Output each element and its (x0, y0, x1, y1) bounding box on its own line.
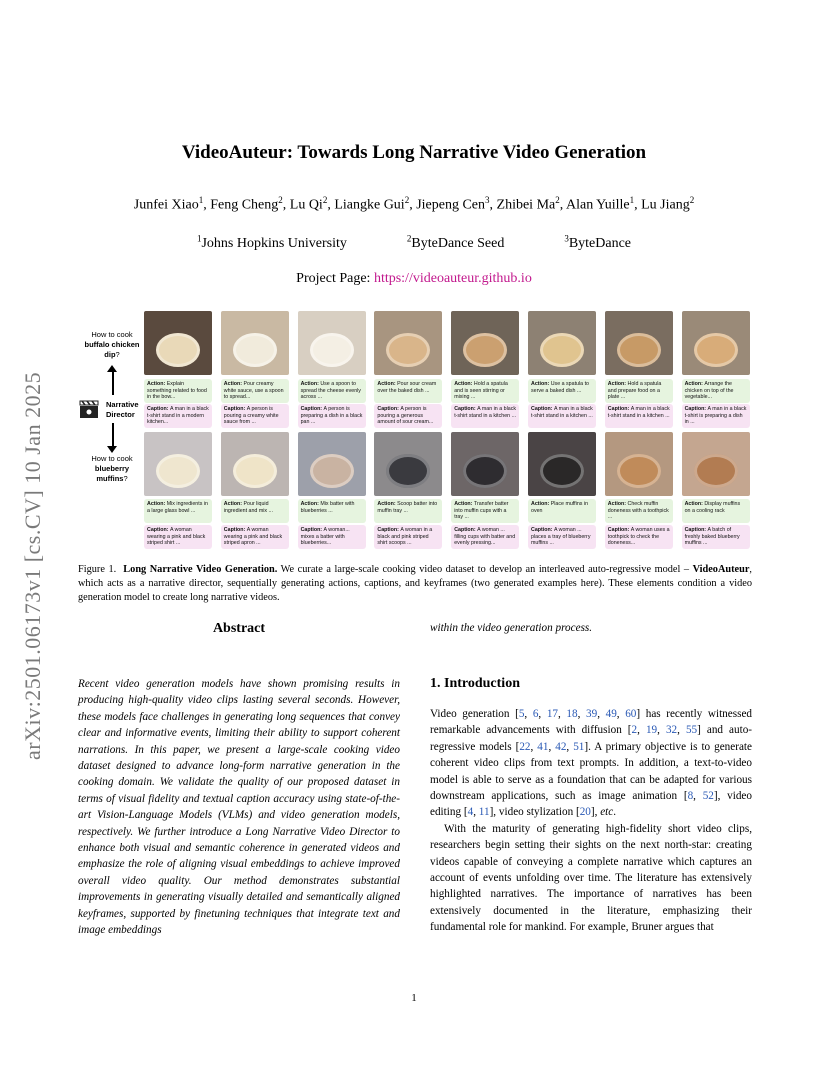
keyframe-image (528, 432, 596, 496)
caption-box: Caption: A woman uses a toothpick to check the doneness... (605, 525, 673, 549)
citation-link[interactable]: 49 (605, 708, 617, 720)
figure-column (528, 308, 596, 553)
caption-box: Caption: A woman ... places a tray of blueberry muffins ... (528, 525, 596, 549)
top-query: How to cook buffalo chicken dip? (84, 330, 140, 359)
action-box: Action: Hold a spatula and prepare food on a plate ... (605, 379, 673, 403)
figure-columns (144, 308, 750, 553)
action-box: Action: Pour creamy white sauce, use a spoon to spread... (221, 379, 289, 403)
author-name: Jiepeng Cen (416, 197, 486, 213)
author-name: Feng Cheng (210, 197, 279, 213)
author-name: Junfei Xiao (133, 197, 199, 213)
action-box: Action: Mix ingredients in a large glass bowl ... (144, 499, 212, 523)
figure-column (298, 308, 366, 553)
arxiv-identifier: arXiv:2501.06173v1 [cs.CV] 10 Jan 2025 (20, 371, 45, 760)
keyframe-image (374, 311, 442, 375)
affiliation: $^2$ByteDance Seed (406, 233, 505, 251)
project-page (0, 271, 828, 287)
arrow-line-top (112, 371, 114, 395)
action-box: Action: Transfer batter into muffin cups with a tray ... (451, 499, 519, 523)
citation-link[interactable]: 18 (566, 708, 578, 720)
action-box: Action: Place muffins in oven (528, 499, 596, 523)
citation-link[interactable]: 42 (555, 740, 567, 753)
author-name: Lu Qi (289, 197, 323, 213)
paper-title: VideoAuteur: Towards Long Narrative Video Generation (181, 142, 647, 163)
action-box: Action: Arrange the chicken on top of the vegetable... (682, 379, 750, 403)
citation-link[interactable]: 4 (467, 806, 474, 819)
action-box: Action: Pour sour cream over the baked dish ... (374, 379, 442, 403)
affiliation: $^3$ByteDance (564, 233, 632, 251)
affiliation: $^1$Johns Hopkins University (196, 233, 347, 251)
introduction-text (430, 706, 752, 936)
caption-box: Caption: A woman wearing a pink and black striped apron ... (221, 525, 289, 549)
keyframe-image (374, 432, 442, 496)
keyframe-image (221, 432, 289, 496)
figure-column (374, 308, 442, 553)
page-number: 1 (411, 992, 417, 1004)
citation-link[interactable]: 6 (532, 708, 539, 720)
figure-column (451, 308, 519, 553)
citation-link[interactable]: 60 (625, 708, 637, 720)
citation-link[interactable]: 32 (665, 724, 678, 737)
introduction-heading: 1. Introduction (430, 676, 520, 691)
citation-link[interactable]: 5 (518, 708, 525, 720)
action-box: Action: Pour liquid ingredient and mix ... (221, 499, 289, 523)
keyframe-image (605, 432, 673, 496)
keyframe-image (528, 311, 596, 375)
keyframe-image (451, 311, 519, 375)
keyframe-image (144, 311, 212, 375)
caption-box: Caption: A man in a black t-shirt stand in a kitchen ... (451, 404, 519, 428)
citation-link[interactable]: 11 (478, 806, 490, 819)
author-list: Junfei Xiao$^1$, Feng Cheng$^2$, Lu Qi$^2$, Liangke Gui$^2$, Jiepeng Cen$^3$, Zhibei Ma$^2$, Alan Yuille$^1$, Lu Jiang$^2$ (133, 195, 695, 213)
keyframe-image (298, 311, 366, 375)
citation-link[interactable]: 55 (685, 724, 698, 737)
author-affiliation-mark: 2 (322, 195, 328, 205)
keyframe-image (144, 432, 212, 496)
figure-column (144, 308, 212, 553)
keyframe-image (451, 432, 519, 496)
citation-link[interactable]: 20 (579, 806, 591, 819)
keyframe-image (605, 311, 673, 375)
intro-paragraph-1: Video generation [5, 6, 17, 18, 39, 49, 60] has recently witnessed remarkable advancements with diffusion [2, 19, 32, 55] and auto-regressive models [22, 41, 42, 51]. A primary objective is to generate coherent video clips from text prompts. In addition, a text-to-video model is able to serve as a foundation that can be adapted for various downstream applications, such as image animation [8, 52], video editing [4, 11], video stylization [20], etc. (430, 708, 753, 819)
figure-column (221, 308, 289, 553)
author-name: Lu Jiang (641, 197, 690, 213)
citation-link[interactable]: 51 (573, 740, 585, 753)
keyframe-image (682, 311, 750, 375)
citation-link[interactable]: 19 (645, 724, 658, 737)
affiliations (0, 233, 828, 252)
arrow-down-icon (107, 446, 117, 453)
caption-box: Caption: A person is pouring a creamy white sauce from ... (221, 404, 289, 428)
author-affiliation-mark: 1 (629, 195, 635, 205)
action-box: Action: Hold a spatula and is seen stirring or mixing ... (451, 379, 519, 403)
caption-box: Caption: A woman ... filling cups with batter and evenly pressing... (451, 525, 519, 549)
project-link[interactable]: https://videoauteur.github.io (373, 271, 532, 286)
caption-box: Caption: A woman in a black and pink striped shirt scoops ... (374, 525, 442, 549)
author-affiliation-mark: 3 (485, 195, 490, 205)
action-box: Action: Check muffin doneness with a toothpick ... (605, 499, 673, 523)
caption-box: Caption: A man in a black t-shirt stand in a kitchen ... (605, 404, 673, 428)
caption-box: Caption: A person is preparing a dish in a black pan ... (298, 404, 366, 428)
author-affiliation-mark: 2 (404, 195, 410, 205)
keyframe-image (221, 311, 289, 375)
citation-link[interactable]: 17 (546, 708, 559, 720)
author-name: Alan Yuille (565, 197, 630, 213)
figure-caption: Figure 1. Long Narrative Video Generation. We curate a large-scale cooking video dataset to develop an interleaved auto-regressive model – VideoAuteur, which acts as a narrative director, sequentially generating actions, captions, and keyframes (two generated examples here). These elements condition a video generation model to create long narrative videos. (78, 564, 752, 603)
caption-box: Caption: A batch of freshly baked blueberry muffins ... (682, 525, 750, 549)
action-box: Action: Display muffins on a cooling rack (682, 499, 750, 523)
author-affiliation-mark: 2 (689, 195, 695, 205)
abstract-continuation: within the video generation process. (430, 622, 593, 634)
action-box: Action: Mix batter with blueberries ... (298, 499, 366, 523)
bottom-query: How to cook blueberry muffins? (91, 454, 133, 483)
action-box: Action: Explain something related to food in the bow... (144, 379, 212, 403)
figure-1: How to cook buffalo chicken dip? Narrative Director How to cook blueberry muffins? Action: Explain something related to food in the bow... Caption: A man in a black t-shirt stand in a modern kitchen... Action: Mix ingredients in a large glass bowl ... Caption: A woman wearing a pink and black striped shirt ... Action: Pour creamy white sauce, use a spoon to spread... Caption: A person is pouring a creamy white sauce from ... Action: Pour liquid ingredient and mix ... Caption: A woman wearing a pink and black striped apron ... Action: Use a spoon to spread the cheese evenly across ... Caption: A person is preparing a dish in a black pan ... Action: Mix batter with blueberries ... Caption: A woman... mixes a batter with blueberries... Action: Pour sour cream over the baked dish ... Caption: A person is pouring a generous amount of sour cream... Action: Scoop batter into muffin tray ... Caption: A woman in a black and pink striped shirt scoops ... Action: Hold a spatula and is seen stirring or mixing ... Caption: A man in a black t-shirt stand in a kitchen ... Action: Transfer batter into muffin cups with a tray ... Caption: A woman ... filling cups with batter and evenly pressing... Action: Use a spatula to serve a baked dish ... Caption: A man in a black t-shirt stand in a kitchen ... Action: Place muffins in oven Caption: A woman ... places a tray of blueberry muffins ... Action: Hold a spatula and prepare food on a plate ... Caption: A man in a black t-shirt stand in a kitchen ... Action: Check muffin doneness with a toothpick ... Caption: A woman uses a toothpick to check the doneness... Action: Arrange the chicken on top of the vegetable... Caption: A man in a black t-shirt is preparing a dish in ... Action: Display muffins on a cooling rack Caption: A batch of freshly baked blueberry muffins ... (78, 308, 750, 553)
citation-link[interactable]: 39 (586, 708, 598, 720)
project-label: Project Page: (296, 271, 374, 286)
citation-link[interactable]: 8 (687, 790, 694, 803)
keyframe-image (298, 432, 366, 496)
author-name: Liangke Gui (334, 197, 405, 213)
citation-link[interactable]: 22 (519, 740, 531, 753)
intro-paragraph-2: With the maturity of generating high-fidelity short video clips, researchers begin setting their sights on the next north-star: creating videos capable of conveying a complete narrative which captures an account of events unfolding over time. The literature has extensively highlighted narratives. The importance of narratives has been extensively documented in the literature, emphasizing their fundamental role for mankind. For example, Bruner argues that (430, 822, 752, 934)
action-box: Action: Scoop batter into muffin tray ... (374, 499, 442, 523)
clapperboard-icon (78, 399, 100, 419)
figure-column (682, 308, 750, 553)
citation-link[interactable]: 52 (702, 790, 714, 803)
abstract-heading: Abstract (212, 621, 266, 636)
author-affiliation-mark: 2 (555, 195, 560, 205)
author-affiliation-mark: 1 (198, 195, 204, 205)
abstract-text: Recent video generation models have shown promising results in producing high-quality video clips lasting several seconds. However, these models face challenges in generating long sequences that convey clear and informative events, limiting their ability to support coherent narrations. In this paper, we present a large-scale cooking video dataset designed to advance long-form narrative generation in the cooking domain. We validate the quality of our proposed dataset in terms of visual fidelity and textual caption accuracy using state-of-the-art Vision-Language Models (VLMs) and video generation models, respectively. We further introduce a Long Narrative Video Director to enhance both visual and semantic coherence in generated videos and emphasize the role of aligning visual embeddings to achieve improved overall video quality. Our method demonstrates substantial improvements in generating visually detailed and semantically aligned keyframes, supported by finetuning techniques that integrate text and image embeddings (78, 678, 400, 937)
caption-box: Caption: A man in a black t-shirt is preparing a dish in ... (682, 404, 750, 428)
author-affiliation-mark: 2 (278, 195, 283, 205)
caption-box: Caption: A woman... mixes a batter with blueberries... (298, 525, 366, 549)
keyframe-image (682, 432, 750, 496)
action-box: Action: Use a spatula to serve a baked dish ... (528, 379, 596, 403)
citation-link[interactable]: 2 (631, 724, 638, 737)
citation-link[interactable]: 41 (537, 740, 549, 753)
caption-box: Caption: A woman wearing a pink and black striped shirt ... (144, 525, 212, 549)
action-box: Action: Use a spoon to spread the cheese evenly across ... (298, 379, 366, 403)
caption-box: Caption: A man in a black t-shirt stand in a modern kitchen... (144, 404, 212, 428)
caption-box: Caption: A man in a black t-shirt stand in a kitchen ... (528, 404, 596, 428)
author-name: Zhibei Ma (496, 197, 556, 213)
caption-box: Caption: A person is pouring a generous amount of sour cream... (374, 404, 442, 428)
figure-column (605, 308, 673, 553)
arrow-line-bottom (112, 423, 114, 447)
